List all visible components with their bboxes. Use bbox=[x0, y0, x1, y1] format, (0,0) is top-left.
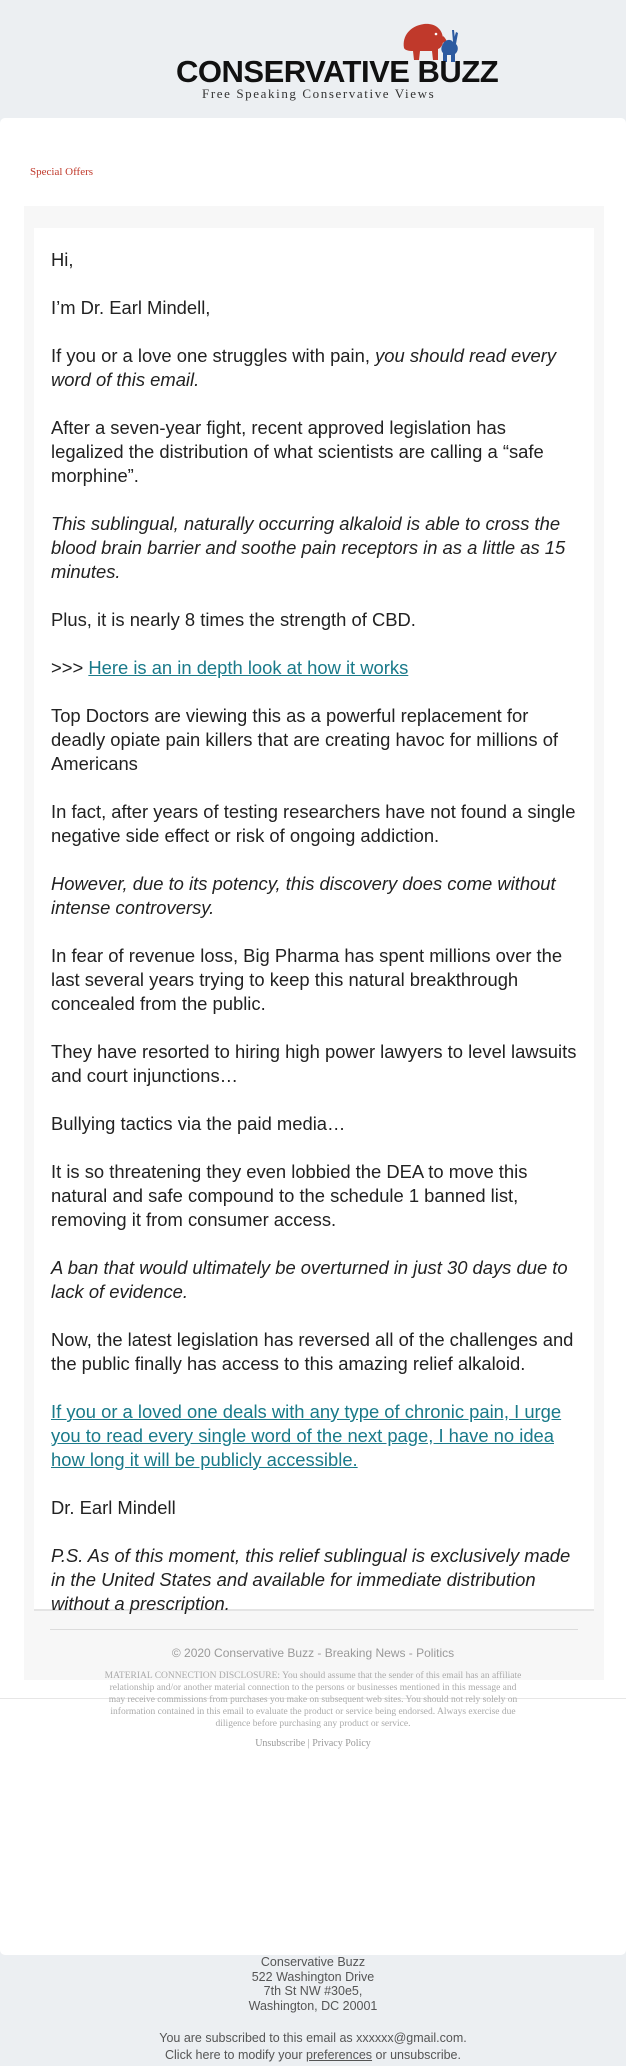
footer-links bbox=[0, 1738, 626, 1749]
email-header bbox=[0, 0, 626, 118]
paragraph bbox=[51, 1400, 577, 1472]
unsubscribe-link[interactable]: Unsubscribe bbox=[255, 1738, 306, 1749]
intro: I’m Dr. Earl Mindell, bbox=[51, 297, 211, 318]
paragraph: After a seven-year fight, recent approved legislation has legalized the distribution of what scientists are calling a “safe morphine”. bbox=[51, 417, 544, 486]
message-panel bbox=[24, 206, 604, 1680]
postscript: P.S. As of this moment, this relief sublingual is exclusively made in the United States and available for immediate distribution without a prescription. bbox=[51, 1545, 571, 1614]
message-content bbox=[51, 248, 577, 1640]
subscribed-email: You are subscribed to this email as xxxxxx@gmail.com. bbox=[159, 2031, 467, 2045]
paragraph: However, due to its potency, this discovery does come without intense controversy. bbox=[51, 873, 556, 918]
signature: Dr. Earl Mindell bbox=[51, 1497, 176, 1518]
link-separator: | bbox=[307, 1738, 310, 1749]
divider bbox=[50, 1629, 578, 1630]
address-line: Washington, DC 20001 bbox=[248, 1998, 378, 2013]
paragraph: >>> Here is an in depth look at how it works bbox=[51, 657, 409, 678]
address-line: 7th St NW #30e5, bbox=[263, 1984, 363, 1998]
paragraph: Top Doctors are viewing this as a powerful replacement for deadly opiate pain killers that are creating havoc for millions of Americans bbox=[51, 705, 559, 774]
paragraph: Plus, it is nearly 8 times the strength of CBD. bbox=[51, 609, 416, 630]
paragraph: This sublingual, naturally occurring alkaloid is able to cross the blood brain barrier and soothe pain receptors in as a little as 15 minutes. bbox=[51, 513, 566, 582]
modify-subscription: Click here to modify your preferences or unsubscribe. bbox=[165, 2048, 461, 2062]
brand-name: CONSERVATIVE BUZZ bbox=[176, 54, 499, 89]
address-company: Conservative Buzz bbox=[260, 1955, 366, 1969]
paragraph: They have resorted to hiring high power lawyers to level lawsuits and court injunctions… bbox=[51, 1041, 577, 1086]
paragraph: Bullying tactics via the paid media… bbox=[51, 1113, 346, 1134]
subscription-info bbox=[0, 2030, 626, 2064]
postal-address bbox=[0, 1955, 626, 2013]
paragraph: Now, the latest legislation has reversed all of the challenges and the public finally has access to this amazing relief alkaloid. bbox=[51, 1329, 574, 1374]
special-offers-link[interactable]: Special Offers bbox=[30, 166, 94, 178]
message-body bbox=[34, 228, 594, 1614]
brand-logo[interactable] bbox=[176, 18, 499, 102]
address-line: 522 Washington Drive bbox=[251, 1969, 375, 1984]
paragraph: In fear of revenue loss, Big Pharma has spent millions over the last several years trying to keep this natural breakthrough concealed from the public. bbox=[51, 945, 563, 1014]
brand-tagline: Free Speaking Conservative Views bbox=[202, 86, 436, 101]
material-disclosure: MATERIAL CONNECTION DISCLOSURE: You should assume that the sender of this email has an affiliate relationship and/or another material connection to the persons or businesses mentioned in this message and may receive commissions from purchases you make on subsequent web sites. You should not rely solely on information contained in this email to evaluate the product or service being endorsed. Always exercise due diligence before purchasing any product or service. bbox=[104, 1671, 522, 1729]
chronic-pain-link[interactable]: If you or a loved one deals with any type of chronic pain, I urge you to read every single word of the next page, I have no idea how long it will be publicly accessible. bbox=[51, 1401, 562, 1470]
copyright: © 2020 Conservative Buzz - Breaking News - Politics bbox=[171, 1646, 455, 1660]
paragraph: A ban that would ultimately be overturned in just 30 days due to lack of evidence. bbox=[51, 1257, 568, 1302]
privacy-policy-link[interactable]: Privacy Policy bbox=[312, 1738, 371, 1749]
paragraph: If you or a love one struggles with pain, you should read every word of this email. bbox=[51, 345, 557, 390]
greeting: Hi, bbox=[51, 249, 74, 270]
how-it-works-link[interactable]: Here is an in depth look at how it works bbox=[88, 657, 409, 678]
preferences-link[interactable]: preferences bbox=[306, 2048, 373, 2062]
paragraph: It is so threatening they even lobbied the DEA to move this natural and safe compound to the schedule 1 banned list, removing it from consumer access. bbox=[51, 1161, 528, 1230]
paragraph: In fact, after years of testing researchers have not found a single negative side effect or risk of ongoing addiction. bbox=[51, 801, 576, 846]
